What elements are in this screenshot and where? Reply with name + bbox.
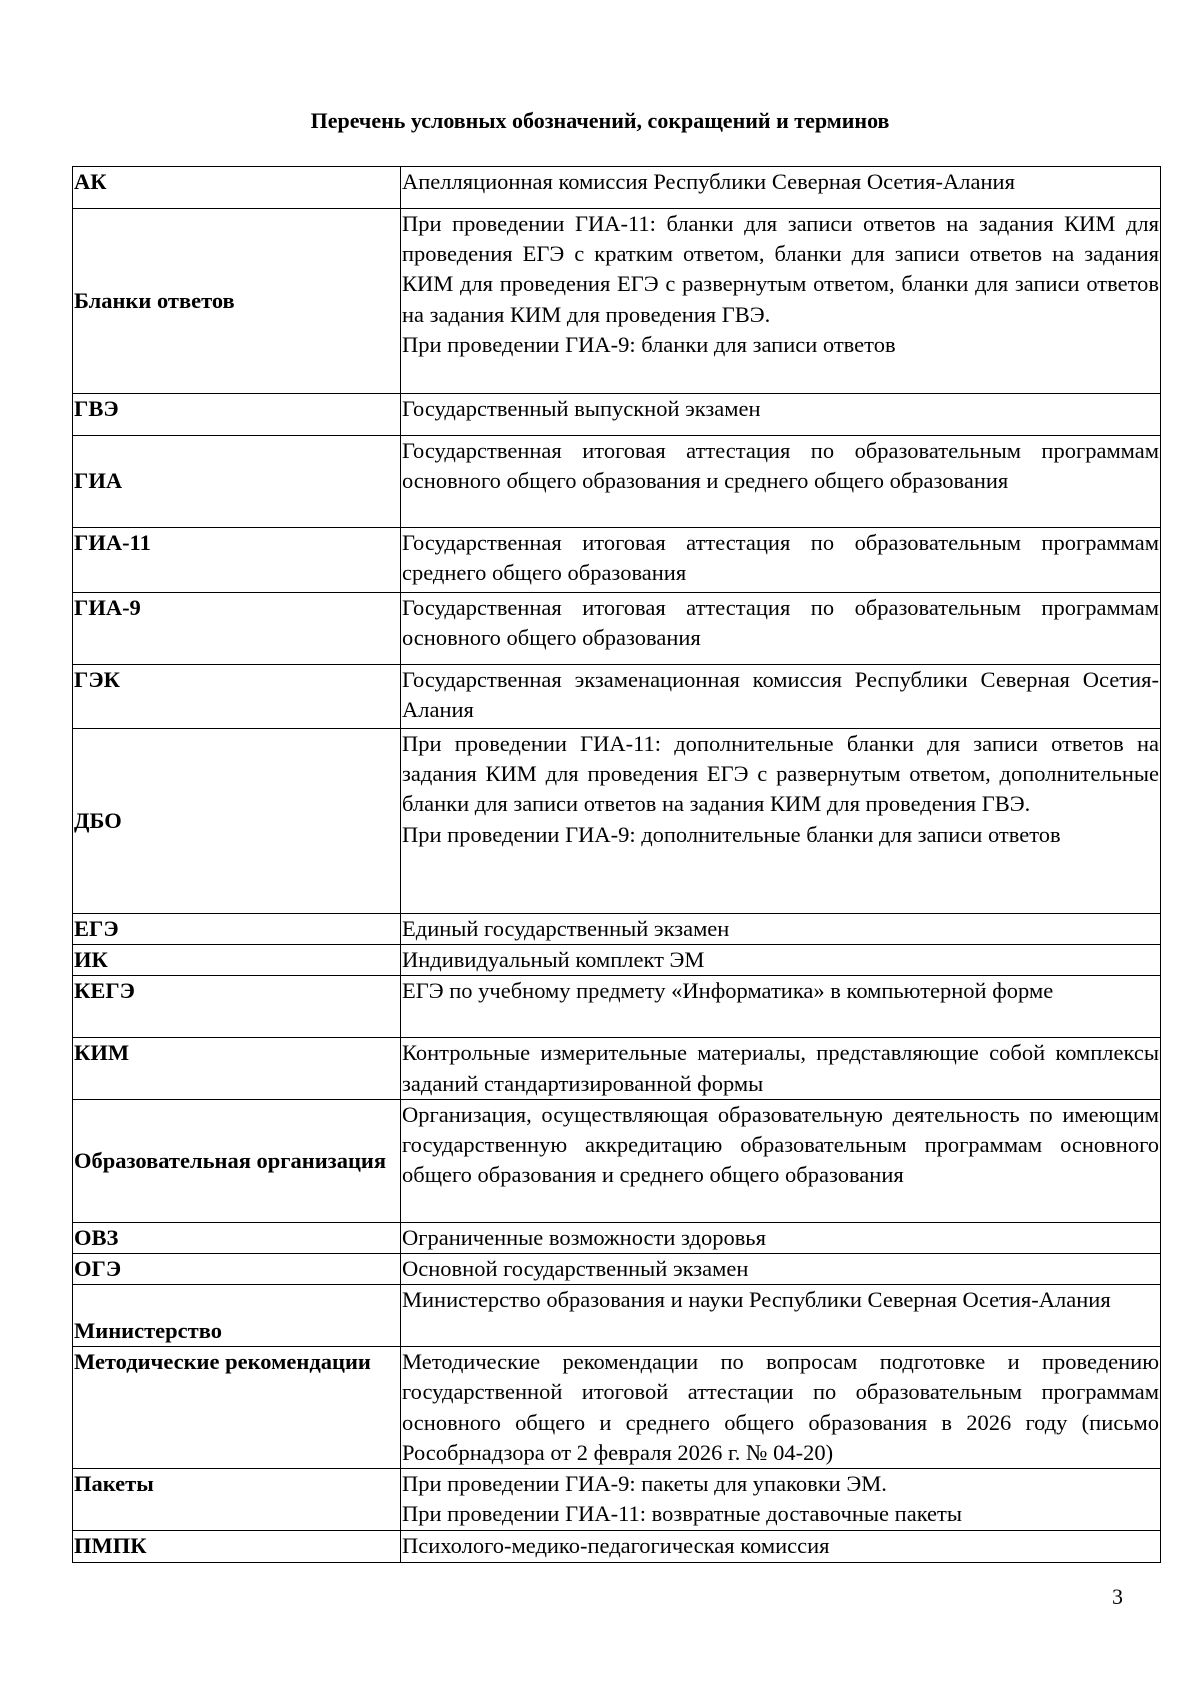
definition-cell	[401, 593, 1161, 665]
definition-text: Единый государственный экзамен	[402, 916, 730, 941]
definition-cell	[401, 394, 1161, 436]
definition-cell	[401, 1531, 1161, 1563]
definition-text: Психолого-медико-педагогическая комиссия	[402, 1533, 830, 1559]
definition-cell	[401, 1469, 1161, 1531]
term-cell: Методические рекомендации	[73, 1347, 401, 1469]
definition-cell	[401, 1038, 1161, 1099]
definition-cell	[401, 1285, 1161, 1347]
definition-cell	[401, 209, 1161, 394]
definition-cell	[401, 167, 1161, 209]
abbreviations-table	[72, 166, 1161, 1563]
term-cell: ОГЭ	[73, 1254, 401, 1285]
table-row	[73, 209, 1161, 394]
term-cell: Бланки ответов	[73, 209, 401, 394]
definition-text: При проведении ГИА-9: пакеты для упаковки ЭМ.	[402, 1471, 887, 1497]
table-row	[73, 665, 1161, 729]
definition-text: Методические рекомендации по вопросам подготовке и проведению государственной итоговой аттестации по образовательным программам основного общего и среднего общего образования в 2026 году (письмо Рособрнадзора от 2 февраля 2026 г. № 04-20)	[402, 1349, 1159, 1465]
term-cell: ОВЗ	[73, 1222, 401, 1253]
term-cell: ГЭК	[73, 665, 401, 729]
definition-cell	[401, 945, 1161, 976]
table-row	[73, 1531, 1161, 1563]
definition-text: Государственная итоговая аттестация по образовательным программам основного общего образования и среднего общего образования	[402, 438, 1159, 494]
definition-cell	[401, 976, 1161, 1038]
definition-text: При проведении ГИА-9: дополнительные бланки для записи ответов	[402, 821, 1061, 847]
table-row	[73, 394, 1161, 436]
definition-text: При проведении ГИА-9: бланки для записи ответов	[402, 331, 896, 357]
definition-text: Министерство образования и науки Республики Северная Осетия-Алания	[402, 1287, 1111, 1313]
table-row	[73, 1222, 1161, 1253]
definition-cell	[401, 665, 1161, 729]
term-cell: Министерство	[73, 1285, 401, 1347]
definition-cell	[401, 1222, 1161, 1253]
table-row	[73, 528, 1161, 593]
definition-text: Основной государственный экзамен	[402, 1256, 749, 1282]
definition-text: Ограниченные возможности здоровья	[402, 1224, 766, 1250]
term-cell: ИК	[73, 945, 401, 976]
definition-cell	[401, 1347, 1161, 1469]
definition-text: Государственная итоговая аттестация по образовательным программам среднего общего образования	[402, 530, 1159, 586]
term-cell: ДБО	[73, 729, 401, 914]
term-cell: ГВЭ	[73, 394, 401, 436]
definition-text: Индивидуальный комплект ЭМ	[402, 947, 705, 973]
term-cell: КЕГЭ	[73, 976, 401, 1038]
table-row	[73, 593, 1161, 665]
definition-cell	[401, 914, 1161, 945]
definition-text: Контрольные измерительные материалы, представляющие собой комплексы заданий стандартизированной формы	[402, 1040, 1159, 1096]
table-row	[73, 1285, 1161, 1347]
table-row	[73, 167, 1161, 209]
definition-text: Государственная экзаменационная комиссия Республики Северная Осетия-Алания	[402, 667, 1159, 723]
definition-text: При проведении ГИА-11: бланки для записи ответов на задания КИМ для проведения ЕГЭ с кратким ответом, бланки для записи ответов на задания КИМ для проведения ЕГЭ с развернутым ответом, бланки для записи ответов на задания КИМ для проведения ГВЭ.	[402, 211, 1159, 327]
page-number: 3	[1112, 1584, 1123, 1609]
definition-text: Государственный выпускной экзамен	[402, 396, 761, 421]
term-cell: Образовательная организация	[73, 1099, 401, 1222]
table-row	[73, 436, 1161, 528]
term-cell: КИМ	[73, 1038, 401, 1099]
table-row	[73, 1038, 1161, 1099]
definition-cell	[401, 1254, 1161, 1285]
definition-text: Государственная итоговая аттестация по образовательным программам основного общего образования	[402, 595, 1159, 651]
table-row	[73, 1254, 1161, 1285]
table-row	[73, 1469, 1161, 1531]
term-cell: АК	[73, 167, 401, 209]
definition-text: При проведении ГИА-11: возвратные доставочные пакеты	[402, 1501, 962, 1527]
table-row	[73, 1099, 1161, 1222]
term-cell: ПМПК	[73, 1531, 401, 1563]
term-cell: ГИА	[73, 436, 401, 528]
page-title: Перечень условных обозначений, сокращений и терминов	[310, 108, 890, 133]
table-row	[73, 729, 1161, 914]
definition-text: Апелляционная комиссия Республики Северная Осетия-Алания	[402, 169, 1015, 194]
definition-cell	[401, 528, 1161, 593]
definition-text: Организация, осуществляющая образовательную деятельность по имеющим государственную аккредитацию образовательным программам основного общего образования и среднего общего образования	[402, 1101, 1159, 1188]
term-cell: ЕГЭ	[73, 914, 401, 945]
table-row	[73, 945, 1161, 976]
definition-text: При проведении ГИА-11: дополнительные бланки для записи ответов на задания КИМ для проведения ЕГЭ с развернутым ответом, дополнительные бланки для записи ответов на задания КИМ для проведения ГВЭ.	[402, 731, 1159, 817]
term-cell: ГИА-9	[73, 593, 401, 665]
term-cell: Пакеты	[73, 1469, 401, 1531]
definition-cell	[401, 436, 1161, 528]
definition-cell	[401, 1099, 1161, 1222]
term-cell: ГИА-11	[73, 528, 401, 593]
definition-text: ЕГЭ по учебному предмету «Информатика» в компьютерной форме	[402, 978, 1054, 1004]
table-row	[73, 1347, 1161, 1469]
definition-cell	[401, 729, 1161, 914]
table-row	[73, 976, 1161, 1038]
table-row	[73, 914, 1161, 945]
